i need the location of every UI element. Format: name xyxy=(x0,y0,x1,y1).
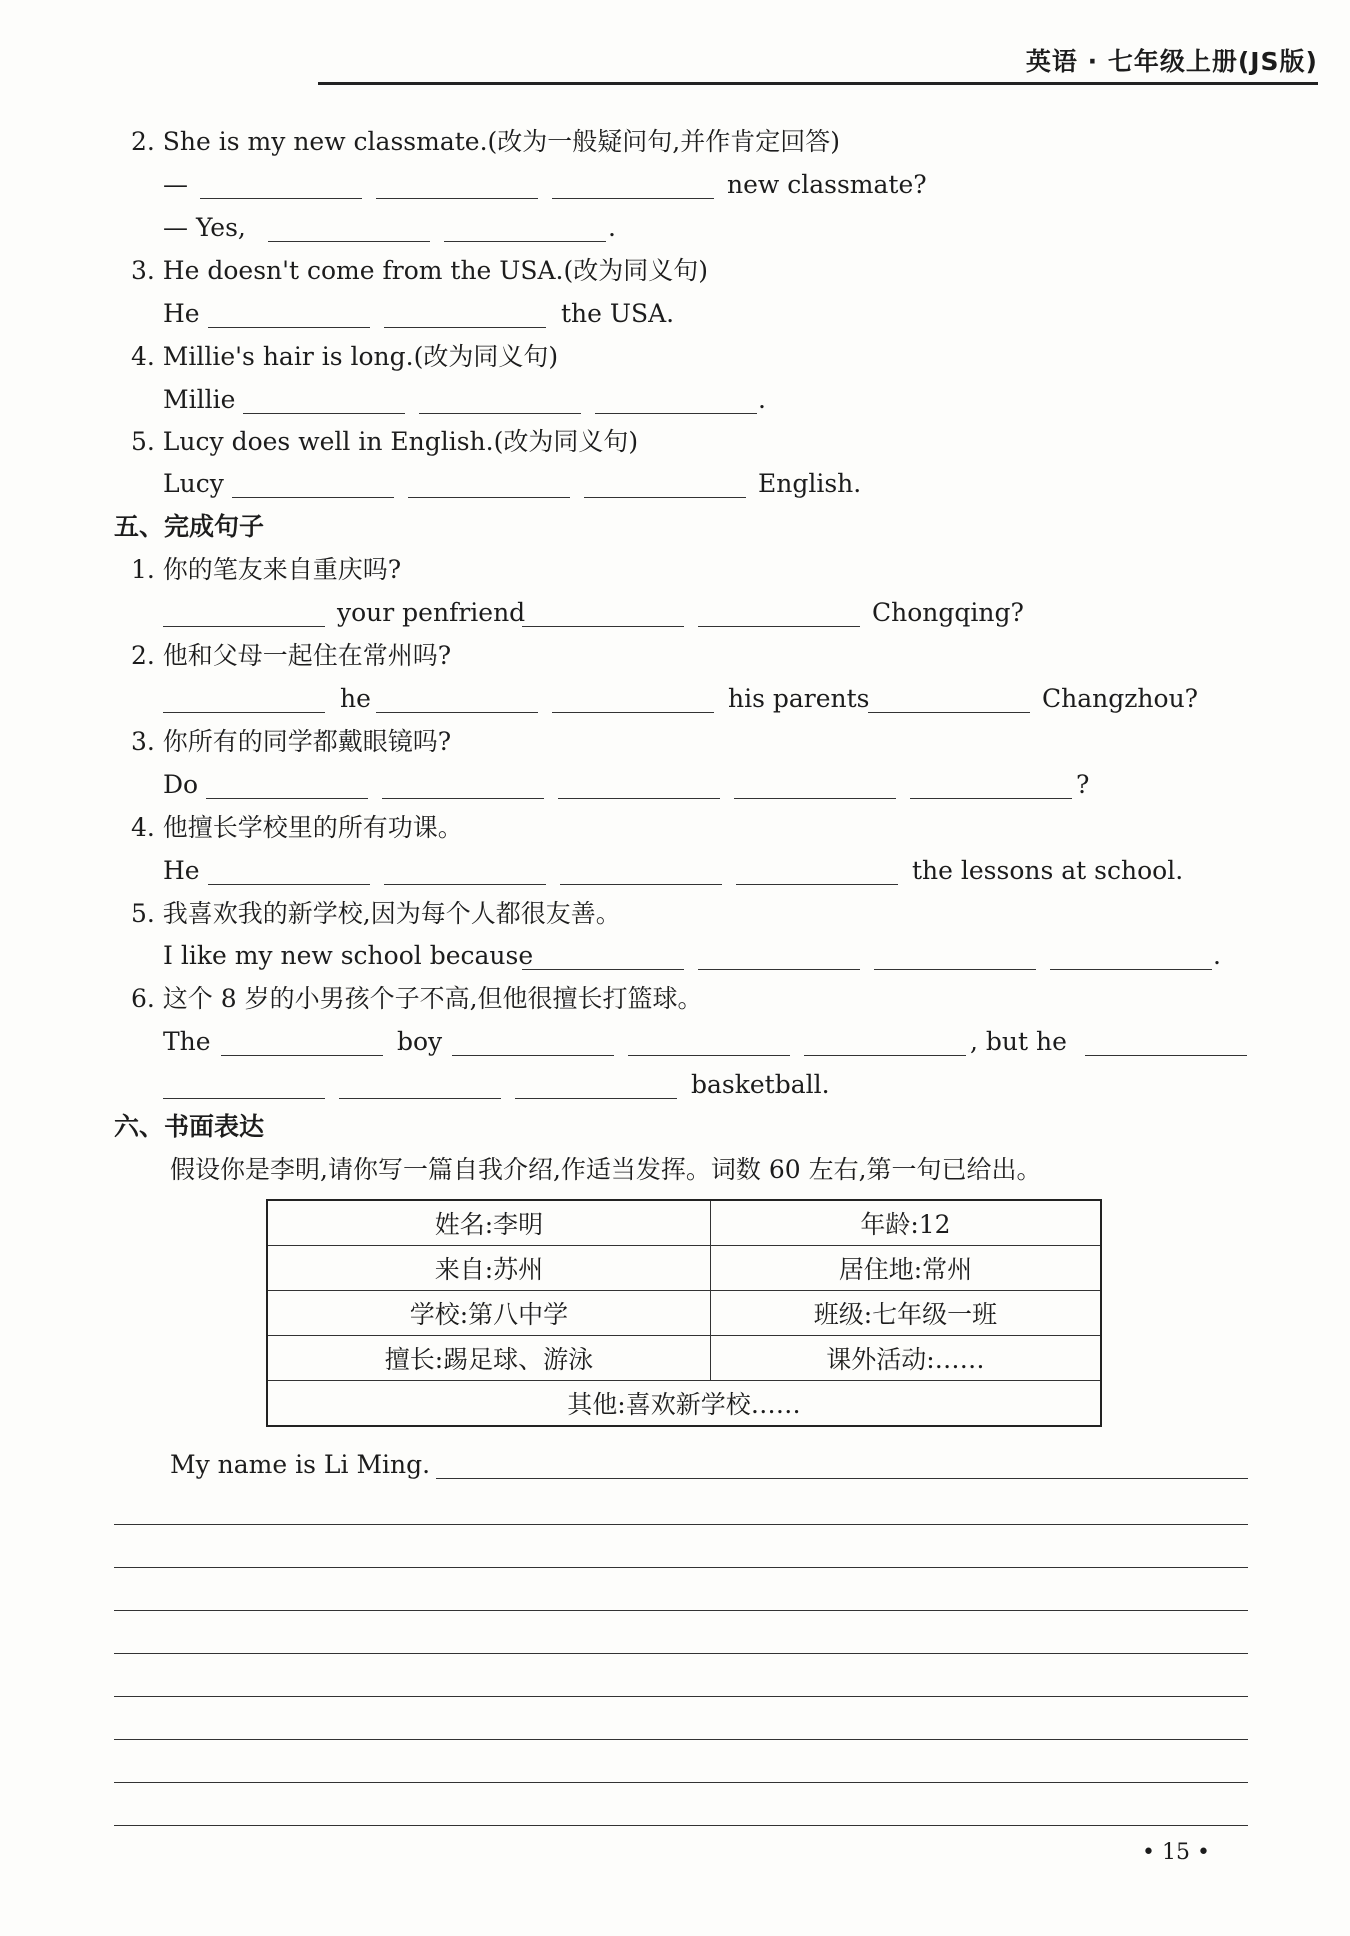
q4-3-prompt-line xyxy=(0,254,1350,288)
q4-4-prompt-line xyxy=(0,340,1350,374)
table-cell: 年龄:12 xyxy=(710,1200,1101,1246)
answer-blank[interactable] xyxy=(376,712,538,713)
answer-blank[interactable] xyxy=(163,626,325,627)
sentence-text: Do xyxy=(163,770,199,799)
table-cell: 擅长:踢足球、游泳 xyxy=(267,1336,710,1381)
writing-line[interactable] xyxy=(436,1478,1248,1479)
table-cell: 姓名:李明 xyxy=(267,1200,710,1246)
q5-5-prompt-line xyxy=(0,897,1350,931)
table-row xyxy=(267,1336,1101,1381)
answer-blank[interactable] xyxy=(232,497,394,498)
question-prompt: 2. 他和父母一起住在常州吗? xyxy=(131,641,452,670)
sentence-text: I like my new school because xyxy=(163,941,534,970)
writing-line[interactable] xyxy=(114,1696,1248,1697)
q4-2-answer-line-2 xyxy=(0,211,1350,245)
answer-blank[interactable] xyxy=(382,798,544,799)
sentence-text: . xyxy=(1213,941,1221,970)
question-prompt: 5. 我喜欢我的新学校,因为每个人都很友善。 xyxy=(131,899,621,928)
first-sentence: My name is Li Ming. xyxy=(170,1450,431,1479)
table-cell: 课外活动:…… xyxy=(710,1336,1101,1381)
answer-blank[interactable] xyxy=(208,327,370,328)
dash: — xyxy=(163,170,188,199)
q5-6-prompt-line xyxy=(0,982,1350,1016)
q4-2-prompt-line xyxy=(0,125,1350,159)
answer-blank[interactable] xyxy=(522,969,684,970)
q5-1-answer-line xyxy=(0,596,1350,630)
answer-blank[interactable] xyxy=(163,1098,325,1099)
sentence-text: . xyxy=(608,213,616,242)
answer-blank[interactable] xyxy=(522,626,684,627)
sentence-text: new classmate? xyxy=(727,170,927,199)
sentence-text: , but he xyxy=(970,1027,1067,1056)
header-rule xyxy=(318,82,1318,85)
table-row xyxy=(267,1246,1101,1291)
answer-blank[interactable] xyxy=(339,1098,501,1099)
question-prompt: 2. She is my new classmate.(改为一般疑问句,并作肯定回答) xyxy=(131,127,840,156)
page-header-title: 英语 · 七年级上册(JS版) xyxy=(1025,47,1318,76)
answer-blank[interactable] xyxy=(698,969,860,970)
answer-blank[interactable] xyxy=(408,497,570,498)
answer-blank[interactable] xyxy=(419,413,581,414)
q5-3-answer-line xyxy=(0,768,1350,802)
section-heading-5: 五、完成句子 xyxy=(114,512,265,541)
sentence-text: The xyxy=(163,1027,211,1056)
writing-line[interactable] xyxy=(114,1653,1248,1654)
sentence-text: the USA. xyxy=(561,299,675,328)
answer-blank[interactable] xyxy=(200,198,362,199)
writing-instruction-line xyxy=(0,1153,1350,1187)
q5-4-prompt-line xyxy=(0,811,1350,845)
q4-3-answer-line xyxy=(0,297,1350,331)
answer-blank[interactable] xyxy=(452,1055,614,1056)
sentence-text: your penfriend xyxy=(337,598,526,627)
q5-1-prompt-line xyxy=(0,553,1350,587)
question-prompt: 3. He doesn't come from the USA.(改为同义句) xyxy=(131,256,708,285)
answer-blank[interactable] xyxy=(736,884,898,885)
answer-blank[interactable] xyxy=(384,884,546,885)
answer-blank[interactable] xyxy=(868,712,1030,713)
q4-5-prompt-line xyxy=(0,425,1350,459)
answer-blank[interactable] xyxy=(595,413,757,414)
answer-blank[interactable] xyxy=(910,798,1072,799)
q4-2-answer-line-1 xyxy=(0,168,1350,202)
answer-blank[interactable] xyxy=(208,884,370,885)
question-prompt: 4. Millie's hair is long.(改为同义句) xyxy=(131,342,559,371)
answer-blank[interactable] xyxy=(734,798,896,799)
writing-line[interactable] xyxy=(114,1610,1248,1611)
sentence-text: Millie xyxy=(163,385,236,414)
sentence-text: He xyxy=(163,856,200,885)
table-row xyxy=(267,1381,1101,1427)
sentence-text: ? xyxy=(1076,770,1090,799)
question-prompt: 1. 你的笔友来自重庆吗? xyxy=(131,555,402,584)
q4-5-answer-line xyxy=(0,467,1350,501)
page-number: • 15 • xyxy=(1142,1840,1210,1865)
q5-2-prompt-line xyxy=(0,639,1350,673)
answer-blank[interactable] xyxy=(552,198,714,199)
sentence-text: — Yes, xyxy=(163,213,246,242)
writing-instruction: 假设你是李明,请你写一篇自我介绍,作适当发挥。词数 60 左右,第一句已给出。 xyxy=(170,1155,1042,1184)
answer-blank[interactable] xyxy=(558,798,720,799)
answer-blank[interactable] xyxy=(560,884,722,885)
answer-blank[interactable] xyxy=(552,712,714,713)
writing-line[interactable] xyxy=(114,1567,1248,1568)
writing-line[interactable] xyxy=(114,1825,1248,1826)
writing-line[interactable] xyxy=(114,1739,1248,1740)
table-cell: 班级:七年级一班 xyxy=(710,1291,1101,1336)
sentence-text: basketball. xyxy=(691,1070,830,1099)
answer-blank[interactable] xyxy=(1085,1055,1247,1056)
answer-blank[interactable] xyxy=(804,1055,966,1056)
table-cell: 居住地:常州 xyxy=(710,1246,1101,1291)
answer-blank[interactable] xyxy=(206,798,368,799)
sentence-text: Changzhou? xyxy=(1042,684,1199,713)
table-row xyxy=(267,1200,1101,1246)
answer-blank[interactable] xyxy=(628,1055,790,1056)
sentence-text: . xyxy=(758,385,766,414)
answer-blank[interactable] xyxy=(268,241,430,242)
table-row xyxy=(267,1291,1101,1336)
answer-blank[interactable] xyxy=(444,241,606,242)
info-table xyxy=(266,1199,1102,1427)
q5-5-answer-line xyxy=(0,939,1350,973)
q5-4-answer-line xyxy=(0,854,1350,888)
question-prompt: 4. 他擅长学校里的所有功课。 xyxy=(131,813,463,842)
answer-blank[interactable] xyxy=(384,327,546,328)
sentence-text: he xyxy=(340,684,371,713)
sentence-text: He xyxy=(163,299,200,328)
section-heading-6: 六、书面表达 xyxy=(114,1112,265,1141)
answer-blank[interactable] xyxy=(376,198,538,199)
answer-blank[interactable] xyxy=(1050,969,1212,970)
q4-4-answer-line xyxy=(0,383,1350,417)
question-prompt: 6. 这个 8 岁的小男孩个子不高,但他很擅长打篮球。 xyxy=(131,984,703,1013)
sentence-text: Lucy xyxy=(163,469,224,498)
table-cell: 来自:苏州 xyxy=(267,1246,710,1291)
writing-first-line xyxy=(0,1448,1350,1482)
sentence-text: Chongqing? xyxy=(872,598,1024,627)
table-cell: 其他:喜欢新学校…… xyxy=(267,1381,1101,1427)
answer-blank[interactable] xyxy=(515,1098,677,1099)
sentence-text: his parents xyxy=(728,684,870,713)
answer-blank[interactable] xyxy=(874,969,1036,970)
table-cell: 学校:第八中学 xyxy=(267,1291,710,1336)
q5-2-answer-line xyxy=(0,682,1350,716)
sentence-text: boy xyxy=(397,1027,443,1056)
sentence-text: English. xyxy=(758,469,862,498)
answer-blank[interactable] xyxy=(584,497,746,498)
q5-6-answer-line-2 xyxy=(0,1068,1350,1102)
answer-blank[interactable] xyxy=(163,712,325,713)
q5-3-prompt-line xyxy=(0,725,1350,759)
answer-blank[interactable] xyxy=(243,413,405,414)
writing-line[interactable] xyxy=(114,1782,1248,1783)
question-prompt: 5. Lucy does well in English.(改为同义句) xyxy=(131,427,639,456)
sentence-text: the lessons at school. xyxy=(912,856,1184,885)
writing-line[interactable] xyxy=(114,1524,1248,1525)
question-prompt: 3. 你所有的同学都戴眼镜吗? xyxy=(131,727,452,756)
q5-6-answer-line-1 xyxy=(0,1025,1350,1059)
answer-blank[interactable] xyxy=(698,626,860,627)
answer-blank[interactable] xyxy=(221,1055,383,1056)
